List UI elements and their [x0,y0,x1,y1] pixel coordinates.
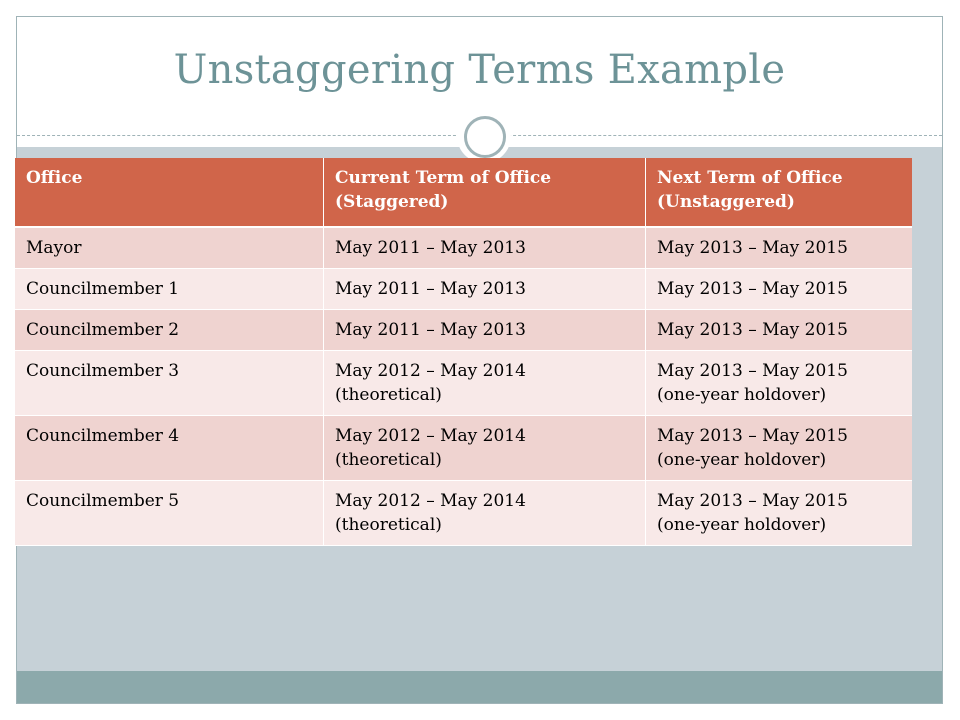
table-row [15,227,912,269]
cell-current-term [324,481,646,546]
cell-next-term [646,416,913,481]
cell-next-term-line: (one-year holdover) [657,515,827,535]
table-row [15,351,912,416]
cell-current-term-line: May 2011 – May 2013 [335,238,526,258]
table-row [15,416,912,481]
cell-current-term-line: (theoretical) [335,450,442,470]
cell-office: Councilmember 4 [15,416,324,481]
header-next-term: Next Term of Office (Unstaggered) [646,158,913,227]
cell-next-term-line: May 2013 – May 2015 [657,320,848,340]
cell-next-term [646,227,913,269]
cell-current-term [324,310,646,351]
cell-next-term [646,269,913,310]
cell-current-term-line: May 2011 – May 2013 [335,279,526,299]
footer-bar [17,671,942,704]
cell-current-term [324,416,646,481]
cell-current-term [324,269,646,310]
table-header-row [15,158,912,227]
table-row [15,310,912,351]
cell-current-term-line: May 2012 – May 2014 [335,361,526,381]
cell-current-term-line: May 2012 – May 2014 [335,426,526,446]
table-row [15,481,912,546]
cell-next-term [646,481,913,546]
terms-table [15,158,912,546]
cell-next-term-line: May 2013 – May 2015 [657,279,848,299]
cell-next-term-line: (one-year holdover) [657,450,827,470]
cell-current-term-line: May 2011 – May 2013 [335,320,526,340]
cell-office: Mayor [15,227,324,269]
cell-next-term-line: May 2013 – May 2015 [657,491,848,511]
table-body [15,227,912,546]
table-row [15,269,912,310]
cell-next-term-line: May 2013 – May 2015 [657,238,848,258]
circle-ring [464,116,506,158]
cell-next-term [646,310,913,351]
cell-current-term-line: (theoretical) [335,515,442,535]
cell-next-term-line: (one-year holdover) [657,385,827,405]
header-office: Office [15,158,324,227]
cell-office: Councilmember 5 [15,481,324,546]
cell-current-term [324,227,646,269]
slide-title: Unstaggering Terms Example [173,47,786,93]
cell-current-term-line: (theoretical) [335,385,442,405]
cell-next-term-line: May 2013 – May 2015 [657,426,848,446]
cell-office: Councilmember 2 [15,310,324,351]
cell-next-term [646,351,913,416]
header-current-term: Current Term of Office (Staggered) [324,158,646,227]
cell-office: Councilmember 1 [15,269,324,310]
circle-ornament-icon [457,109,511,163]
cell-next-term-line: May 2013 – May 2015 [657,361,848,381]
cell-current-term [324,351,646,416]
cell-current-term-line: May 2012 – May 2014 [335,491,526,511]
cell-office: Councilmember 3 [15,351,324,416]
